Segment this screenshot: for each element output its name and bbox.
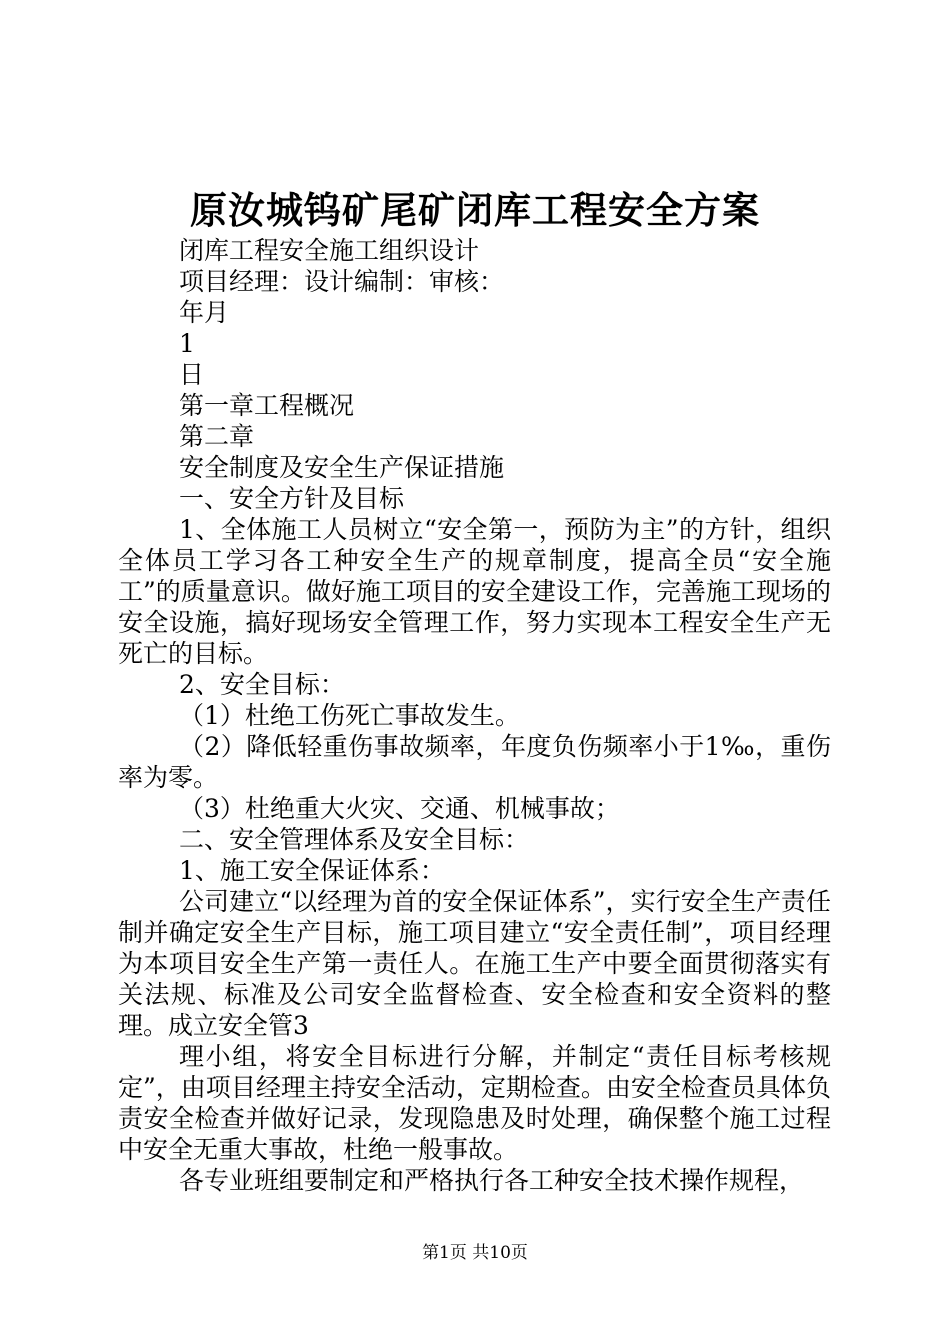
document-body bbox=[118, 235, 831, 1196]
section-heading-2: 二、安全管理体系及安全目标： bbox=[179, 825, 530, 854]
chapter-heading-2: 第二章 bbox=[179, 422, 255, 451]
paragraph-date-number: 1 bbox=[179, 329, 195, 358]
list-item: （3）杜绝重大火灾、交通、机械事故； bbox=[179, 794, 620, 823]
body-paragraph: 1、全体施工人员树立“安全第一，预防为主”的方针，组织全体员工学习各工种安全生产的规章制度，提高全员“安全施工”的质量意识。做好施工项目的安全建设工作，完善施工现场的安全设施，搞好现场安全管理工作，努力实现本工程安全生产无死亡的目标。 bbox=[118, 515, 831, 668]
item-heading: 1、施工安全保证体系： bbox=[179, 856, 445, 885]
body-paragraph: 各专业班组要制定和严格执行各工种安全技术操作规程， bbox=[179, 1166, 805, 1195]
paragraph-date-year-month: 年月 bbox=[179, 298, 230, 327]
paragraph-date-day: 日 bbox=[179, 360, 205, 389]
chapter-heading-1: 第一章工程概况 bbox=[179, 391, 355, 420]
body-paragraph: 理小组，将安全目标进行分解，并制定“责任目标考核规定”，由项目经理主持安全活动，定期检查。由安全检查员具体负责安全检查并做好记录，发现隐患及时处理，确保整个施工过程中安全无重大事故，杜绝一般事故。 bbox=[118, 1042, 831, 1164]
body-paragraph: 公司建立“以经理为首的安全保证体系”，实行安全生产责任制并确定安全生产目标，施工项目建立“安全责任制”，项目经理为本项目安全生产第一责任人。在施工生产中要全面贯彻落实有关法规、标准及公司安全监督检查、安全检查和安全资料的整理。成立安全管3 bbox=[118, 887, 831, 1040]
document-title: 原汝城钨矿尾矿闭库工程安全方案 bbox=[190, 188, 760, 232]
list-item: （1）杜绝工伤死亡事故发生。 bbox=[179, 701, 520, 730]
list-item: （2）降低轻重伤事故频率，年度负伤频率小于1‰，重伤率为零。 bbox=[118, 732, 831, 792]
paragraph-subtitle: 闭库工程安全施工组织设计 bbox=[179, 236, 480, 265]
section-heading-1: 一、安全方针及目标 bbox=[179, 484, 405, 513]
paragraph-signatures: 项目经理：设计编制：审核： bbox=[179, 267, 505, 296]
page-footer: 第1页 共10页 bbox=[422, 1243, 528, 1263]
chapter-heading-2-title: 安全制度及安全生产保证措施 bbox=[179, 453, 505, 482]
item-heading: 2、安全目标： bbox=[179, 670, 345, 699]
